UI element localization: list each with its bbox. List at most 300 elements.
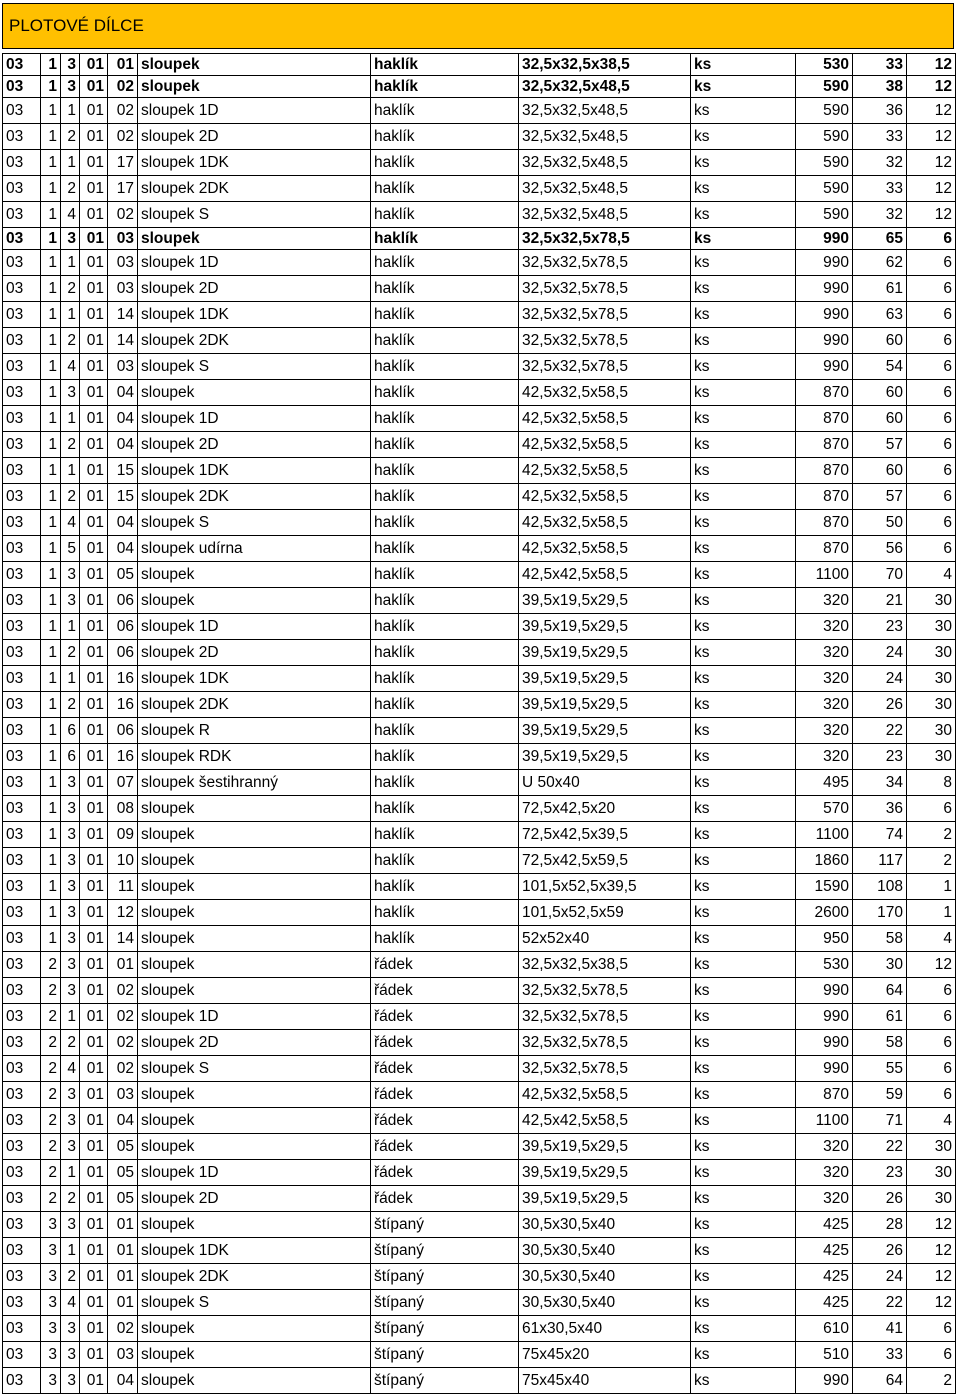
cell-code-d: 14	[108, 328, 138, 354]
cell-pack-qty: 6	[907, 1316, 956, 1342]
cell-price: 610	[796, 1316, 853, 1342]
cell-weight: 38	[853, 76, 907, 98]
cell-code-d: 04	[108, 510, 138, 536]
cell-code-d: 05	[108, 1186, 138, 1212]
cell-product-name: sloupek 1DK	[138, 1238, 371, 1264]
cell-code-d: 04	[108, 536, 138, 562]
table-row	[3, 1004, 956, 1030]
cell-product-name: sloupek 2D	[138, 276, 371, 302]
table-row	[3, 98, 956, 124]
cell-product-name: sloupek	[138, 1082, 371, 1108]
cell-code-b: 2	[61, 1186, 80, 1212]
cell-product-name: sloupek	[138, 926, 371, 952]
cell-price: 2600	[796, 900, 853, 926]
cell-code-a: 3	[41, 1342, 61, 1368]
cell-code-c: 01	[80, 1290, 108, 1316]
table-row	[3, 1342, 956, 1368]
cell-price: 590	[796, 124, 853, 150]
cell-unit: ks	[691, 640, 796, 666]
cell-weight: 26	[853, 1238, 907, 1264]
cell-code-a: 1	[41, 848, 61, 874]
cell-code-c: 01	[80, 770, 108, 796]
cell-unit: ks	[691, 978, 796, 1004]
cell-pack-qty: 1	[907, 874, 956, 900]
cell-code-a: 1	[41, 640, 61, 666]
table-row	[3, 562, 956, 588]
cell-code-b: 2	[61, 640, 80, 666]
cell-surface-type: haklík	[371, 874, 519, 900]
cell-unit: ks	[691, 874, 796, 900]
cell-code-c: 01	[80, 1030, 108, 1056]
cell-code-d: 02	[108, 76, 138, 98]
cell-code-group: 03	[3, 1108, 41, 1134]
cell-surface-type: štípaný	[371, 1290, 519, 1316]
cell-pack-qty: 12	[907, 150, 956, 176]
cell-pack-qty: 6	[907, 484, 956, 510]
cell-code-d: 06	[108, 614, 138, 640]
cell-code-b: 1	[61, 458, 80, 484]
cell-code-group: 03	[3, 406, 41, 432]
cell-pack-qty: 6	[907, 380, 956, 406]
table-row	[3, 536, 956, 562]
table-row	[3, 978, 956, 1004]
cell-unit: ks	[691, 1290, 796, 1316]
cell-dimensions: 101,5x52,5x59	[519, 900, 691, 926]
cell-price: 320	[796, 718, 853, 744]
cell-weight: 64	[853, 1368, 907, 1394]
cell-price: 320	[796, 614, 853, 640]
cell-product-name: sloupek udírna	[138, 536, 371, 562]
cell-price: 990	[796, 302, 853, 328]
cell-unit: ks	[691, 202, 796, 228]
cell-surface-type: haklík	[371, 562, 519, 588]
table-row	[3, 588, 956, 614]
cell-weight: 61	[853, 1004, 907, 1030]
cell-pack-qty: 30	[907, 666, 956, 692]
cell-product-name: sloupek	[138, 900, 371, 926]
cell-code-c: 01	[80, 562, 108, 588]
cell-code-d: 03	[108, 228, 138, 250]
cell-price: 425	[796, 1238, 853, 1264]
cell-dimensions: 42,5x32,5x58,5	[519, 510, 691, 536]
cell-surface-type: štípaný	[371, 1238, 519, 1264]
cell-code-group: 03	[3, 432, 41, 458]
cell-code-c: 01	[80, 614, 108, 640]
cell-pack-qty: 30	[907, 1134, 956, 1160]
cell-surface-type: haklík	[371, 744, 519, 770]
cell-dimensions: 39,5x19,5x29,5	[519, 614, 691, 640]
cell-surface-type: řádek	[371, 1030, 519, 1056]
cell-code-b: 3	[61, 978, 80, 1004]
cell-code-c: 01	[80, 380, 108, 406]
cell-code-c: 01	[80, 692, 108, 718]
cell-code-group: 03	[3, 978, 41, 1004]
cell-surface-type: řádek	[371, 952, 519, 978]
cell-dimensions: 32,5x32,5x78,5	[519, 1056, 691, 1082]
cell-code-a: 2	[41, 952, 61, 978]
table-row	[3, 770, 956, 796]
cell-dimensions: 32,5x32,5x48,5	[519, 150, 691, 176]
cell-surface-type: haklík	[371, 510, 519, 536]
cell-unit: ks	[691, 1134, 796, 1160]
cell-code-b: 3	[61, 1134, 80, 1160]
cell-price: 990	[796, 328, 853, 354]
cell-code-group: 03	[3, 1290, 41, 1316]
cell-pack-qty: 6	[907, 458, 956, 484]
cell-code-d: 17	[108, 176, 138, 202]
cell-code-a: 1	[41, 202, 61, 228]
cell-surface-type: haklík	[371, 926, 519, 952]
cell-code-b: 3	[61, 1368, 80, 1394]
table-row	[3, 926, 956, 952]
cell-pack-qty: 2	[907, 1368, 956, 1394]
cell-surface-type: haklík	[371, 150, 519, 176]
cell-dimensions: 72,5x42,5x39,5	[519, 822, 691, 848]
cell-product-name: sloupek 1D	[138, 1004, 371, 1030]
cell-weight: 170	[853, 900, 907, 926]
cell-surface-type: řádek	[371, 1082, 519, 1108]
cell-code-group: 03	[3, 614, 41, 640]
cell-code-b: 1	[61, 150, 80, 176]
cell-weight: 54	[853, 354, 907, 380]
cell-product-name: sloupek RDK	[138, 744, 371, 770]
table-row	[3, 1186, 956, 1212]
cell-code-a: 1	[41, 822, 61, 848]
cell-dimensions: 42,5x32,5x58,5	[519, 1082, 691, 1108]
table-row	[3, 354, 956, 380]
cell-code-c: 01	[80, 1082, 108, 1108]
cell-surface-type: haklík	[371, 718, 519, 744]
cell-product-name: sloupek 2D	[138, 640, 371, 666]
cell-code-b: 3	[61, 926, 80, 952]
cell-code-c: 01	[80, 202, 108, 228]
cell-unit: ks	[691, 276, 796, 302]
cell-code-a: 1	[41, 744, 61, 770]
cell-code-d: 15	[108, 484, 138, 510]
cell-code-b: 2	[61, 1264, 80, 1290]
cell-code-a: 1	[41, 302, 61, 328]
cell-code-group: 03	[3, 588, 41, 614]
cell-code-c: 01	[80, 328, 108, 354]
cell-weight: 24	[853, 1264, 907, 1290]
cell-product-name: sloupek	[138, 588, 371, 614]
cell-surface-type: štípaný	[371, 1212, 519, 1238]
cell-weight: 26	[853, 1186, 907, 1212]
cell-unit: ks	[691, 176, 796, 202]
cell-price: 870	[796, 380, 853, 406]
cell-pack-qty: 1	[907, 900, 956, 926]
cell-product-name: sloupek šestihranný	[138, 770, 371, 796]
cell-code-d: 02	[108, 124, 138, 150]
sheet-title: PLOTOVÉ DÍLCE	[2, 3, 954, 49]
cell-code-group: 03	[3, 1186, 41, 1212]
cell-unit: ks	[691, 250, 796, 276]
cell-surface-type: haklík	[371, 796, 519, 822]
cell-code-c: 01	[80, 1368, 108, 1394]
cell-product-name: sloupek S	[138, 1056, 371, 1082]
cell-surface-type: štípaný	[371, 1264, 519, 1290]
cell-code-group: 03	[3, 1082, 41, 1108]
cell-weight: 58	[853, 1030, 907, 1056]
cell-price: 320	[796, 692, 853, 718]
cell-unit: ks	[691, 302, 796, 328]
cell-pack-qty: 12	[907, 202, 956, 228]
cell-code-d: 06	[108, 640, 138, 666]
cell-product-name: sloupek	[138, 848, 371, 874]
cell-weight: 65	[853, 228, 907, 250]
cell-code-c: 01	[80, 432, 108, 458]
cell-surface-type: řádek	[371, 978, 519, 1004]
cell-code-a: 1	[41, 666, 61, 692]
cell-dimensions: 39,5x19,5x29,5	[519, 718, 691, 744]
cell-unit: ks	[691, 1368, 796, 1394]
cell-product-name: sloupek 1D	[138, 250, 371, 276]
cell-unit: ks	[691, 900, 796, 926]
cell-dimensions: 42,5x42,5x58,5	[519, 562, 691, 588]
cell-code-b: 1	[61, 98, 80, 124]
cell-unit: ks	[691, 1108, 796, 1134]
table-row	[3, 202, 956, 228]
cell-code-group: 03	[3, 796, 41, 822]
cell-code-d: 02	[108, 1004, 138, 1030]
cell-pack-qty: 12	[907, 1290, 956, 1316]
cell-code-c: 01	[80, 900, 108, 926]
cell-code-a: 1	[41, 588, 61, 614]
cell-code-d: 08	[108, 796, 138, 822]
cell-surface-type: haklík	[371, 614, 519, 640]
cell-dimensions: 32,5x32,5x78,5	[519, 276, 691, 302]
cell-price: 870	[796, 536, 853, 562]
cell-code-b: 3	[61, 1082, 80, 1108]
cell-code-a: 2	[41, 1160, 61, 1186]
cell-price: 870	[796, 458, 853, 484]
cell-code-group: 03	[3, 1004, 41, 1030]
cell-weight: 59	[853, 1082, 907, 1108]
cell-code-c: 01	[80, 666, 108, 692]
cell-dimensions: 42,5x32,5x58,5	[519, 536, 691, 562]
cell-price: 1100	[796, 1108, 853, 1134]
cell-code-group: 03	[3, 926, 41, 952]
cell-code-b: 4	[61, 510, 80, 536]
cell-code-a: 1	[41, 796, 61, 822]
cell-weight: 61	[853, 276, 907, 302]
cell-product-name: sloupek	[138, 1342, 371, 1368]
cell-code-group: 03	[3, 98, 41, 124]
cell-price: 870	[796, 1082, 853, 1108]
cell-surface-type: haklík	[371, 666, 519, 692]
cell-dimensions: 42,5x32,5x58,5	[519, 406, 691, 432]
cell-price: 990	[796, 1056, 853, 1082]
cell-code-a: 2	[41, 1056, 61, 1082]
cell-product-name: sloupek	[138, 380, 371, 406]
cell-code-d: 01	[108, 54, 138, 76]
cell-code-a: 1	[41, 770, 61, 796]
cell-dimensions: 30,5x30,5x40	[519, 1290, 691, 1316]
cell-unit: ks	[691, 718, 796, 744]
cell-code-b: 4	[61, 202, 80, 228]
table-row	[3, 302, 956, 328]
cell-weight: 30	[853, 952, 907, 978]
cell-unit: ks	[691, 952, 796, 978]
cell-product-name: sloupek 1DK	[138, 666, 371, 692]
cell-unit: ks	[691, 228, 796, 250]
cell-unit: ks	[691, 1238, 796, 1264]
cell-dimensions: 39,5x19,5x29,5	[519, 1186, 691, 1212]
cell-weight: 32	[853, 150, 907, 176]
table-row	[3, 328, 956, 354]
cell-pack-qty: 12	[907, 176, 956, 202]
cell-surface-type: haklík	[371, 588, 519, 614]
cell-code-d: 02	[108, 202, 138, 228]
cell-unit: ks	[691, 770, 796, 796]
cell-product-name: sloupek	[138, 1108, 371, 1134]
cell-code-c: 01	[80, 1056, 108, 1082]
cell-code-b: 3	[61, 1342, 80, 1368]
cell-code-group: 03	[3, 900, 41, 926]
cell-weight: 63	[853, 302, 907, 328]
cell-code-d: 11	[108, 874, 138, 900]
table-row	[3, 1160, 956, 1186]
cell-price: 320	[796, 640, 853, 666]
cell-price: 990	[796, 1004, 853, 1030]
cell-code-b: 3	[61, 796, 80, 822]
cell-code-group: 03	[3, 202, 41, 228]
cell-code-group: 03	[3, 510, 41, 536]
cell-dimensions: 72,5x42,5x59,5	[519, 848, 691, 874]
cell-code-b: 1	[61, 1160, 80, 1186]
cell-code-group: 03	[3, 1368, 41, 1394]
cell-price: 590	[796, 176, 853, 202]
cell-product-name: sloupek 2DK	[138, 1264, 371, 1290]
cell-code-d: 12	[108, 900, 138, 926]
cell-product-name: sloupek 2D	[138, 432, 371, 458]
cell-unit: ks	[691, 744, 796, 770]
cell-unit: ks	[691, 432, 796, 458]
cell-code-c: 01	[80, 510, 108, 536]
cell-product-name: sloupek 1DK	[138, 302, 371, 328]
cell-product-name: sloupek S	[138, 354, 371, 380]
cell-weight: 33	[853, 54, 907, 76]
cell-code-a: 3	[41, 1212, 61, 1238]
cell-code-b: 3	[61, 588, 80, 614]
table-row	[3, 1082, 956, 1108]
table-row	[3, 458, 956, 484]
cell-surface-type: haklík	[371, 302, 519, 328]
cell-surface-type: haklík	[371, 640, 519, 666]
cell-dimensions: 39,5x19,5x29,5	[519, 666, 691, 692]
cell-code-c: 01	[80, 1134, 108, 1160]
cell-code-d: 16	[108, 744, 138, 770]
cell-code-b: 3	[61, 228, 80, 250]
cell-weight: 24	[853, 640, 907, 666]
table-row	[3, 1238, 956, 1264]
cell-code-group: 03	[3, 1212, 41, 1238]
cell-code-b: 1	[61, 1238, 80, 1264]
cell-unit: ks	[691, 380, 796, 406]
cell-code-a: 1	[41, 614, 61, 640]
cell-surface-type: haklík	[371, 770, 519, 796]
product-table	[2, 53, 956, 1394]
cell-dimensions: 75x45x20	[519, 1342, 691, 1368]
cell-price: 495	[796, 770, 853, 796]
cell-code-group: 03	[3, 250, 41, 276]
cell-code-a: 1	[41, 176, 61, 202]
cell-weight: 58	[853, 926, 907, 952]
cell-pack-qty: 12	[907, 1212, 956, 1238]
table-row	[3, 1316, 956, 1342]
cell-pack-qty: 6	[907, 250, 956, 276]
cell-code-d: 01	[108, 1290, 138, 1316]
table-row	[3, 250, 956, 276]
cell-surface-type: řádek	[371, 1108, 519, 1134]
cell-code-group: 03	[3, 822, 41, 848]
cell-pack-qty: 12	[907, 124, 956, 150]
cell-product-name: sloupek S	[138, 202, 371, 228]
cell-unit: ks	[691, 562, 796, 588]
cell-code-group: 03	[3, 1030, 41, 1056]
cell-weight: 32	[853, 202, 907, 228]
cell-price: 590	[796, 76, 853, 98]
table-row	[3, 666, 956, 692]
cell-weight: 33	[853, 176, 907, 202]
cell-code-a: 1	[41, 536, 61, 562]
cell-code-group: 03	[3, 744, 41, 770]
cell-dimensions: 32,5x32,5x38,5	[519, 952, 691, 978]
cell-surface-type: štípaný	[371, 1368, 519, 1394]
cell-code-group: 03	[3, 1134, 41, 1160]
cell-code-a: 1	[41, 874, 61, 900]
cell-weight: 41	[853, 1316, 907, 1342]
cell-code-c: 01	[80, 1316, 108, 1342]
cell-pack-qty: 12	[907, 1264, 956, 1290]
table-row	[3, 150, 956, 176]
cell-code-a: 1	[41, 228, 61, 250]
cell-code-b: 3	[61, 822, 80, 848]
cell-price: 870	[796, 510, 853, 536]
cell-weight: 70	[853, 562, 907, 588]
cell-weight: 26	[853, 692, 907, 718]
cell-code-group: 03	[3, 692, 41, 718]
cell-price: 870	[796, 484, 853, 510]
cell-pack-qty: 30	[907, 640, 956, 666]
cell-unit: ks	[691, 510, 796, 536]
cell-unit: ks	[691, 1082, 796, 1108]
cell-price: 320	[796, 588, 853, 614]
cell-code-d: 02	[108, 1056, 138, 1082]
cell-unit: ks	[691, 848, 796, 874]
cell-dimensions: 30,5x30,5x40	[519, 1238, 691, 1264]
cell-code-c: 01	[80, 406, 108, 432]
cell-dimensions: 61x30,5x40	[519, 1316, 691, 1342]
cell-code-d: 06	[108, 588, 138, 614]
cell-code-c: 01	[80, 1212, 108, 1238]
cell-surface-type: haklík	[371, 98, 519, 124]
cell-code-group: 03	[3, 124, 41, 150]
cell-price: 320	[796, 1134, 853, 1160]
cell-surface-type: řádek	[371, 1134, 519, 1160]
cell-code-c: 01	[80, 1342, 108, 1368]
cell-code-a: 1	[41, 458, 61, 484]
cell-product-name: sloupek 1DK	[138, 458, 371, 484]
cell-unit: ks	[691, 54, 796, 76]
cell-weight: 74	[853, 822, 907, 848]
cell-code-group: 03	[3, 770, 41, 796]
cell-code-c: 01	[80, 1004, 108, 1030]
cell-pack-qty: 6	[907, 1056, 956, 1082]
cell-code-c: 01	[80, 276, 108, 302]
cell-code-b: 3	[61, 1212, 80, 1238]
cell-unit: ks	[691, 1316, 796, 1342]
